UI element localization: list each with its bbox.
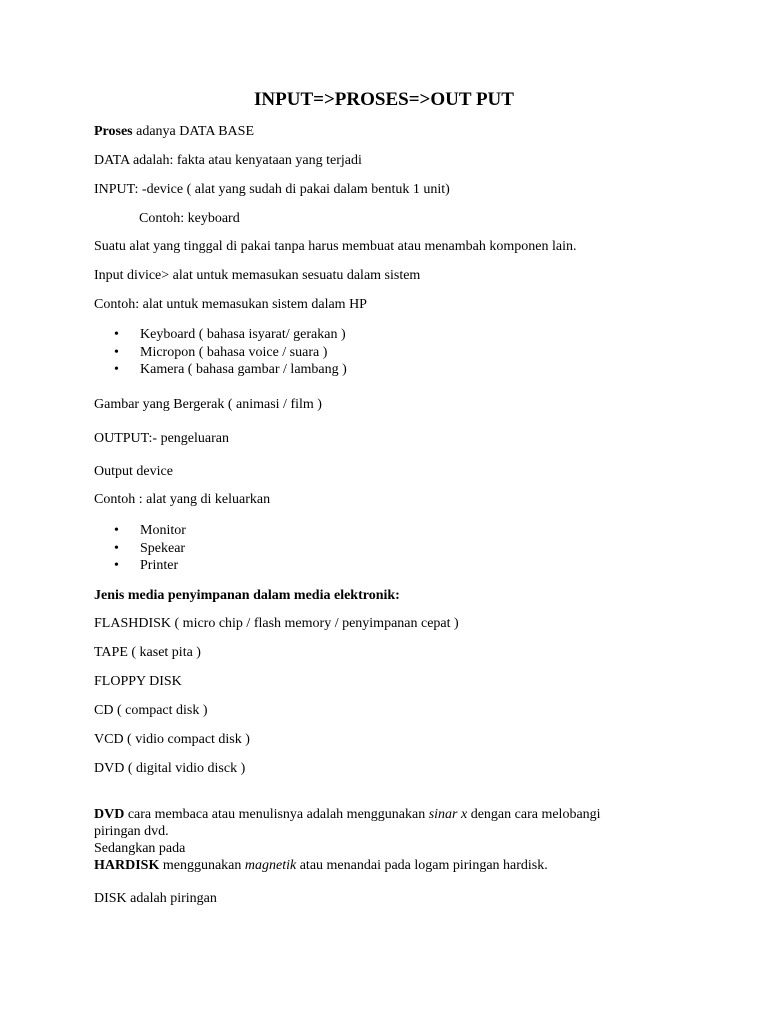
input-divice-line: Input divice> alat untuk memasukan sesuatu dalam sistem xyxy=(94,268,421,283)
contoh-keluar-line: Contoh : alat yang di keluarkan xyxy=(94,492,271,507)
hardisk-description xyxy=(94,857,548,874)
dvd-text-part: dengan cara melobangi xyxy=(467,807,601,822)
input-example: Contoh: keyboard xyxy=(139,211,240,226)
bullet-icon: • xyxy=(114,523,119,538)
vcd-line: VCD ( vidio compact disk ) xyxy=(94,732,250,747)
data-definition: DATA adalah: fakta atau kenyataan yang terjadi xyxy=(94,153,362,168)
input-definition: INPUT: -device ( alat yang sudah di pakai dalam bentuk 1 unit) xyxy=(94,182,450,197)
gambar-line: Gambar yang Bergerak ( animasi / film ) xyxy=(94,397,322,412)
cd-line: CD ( compact disk ) xyxy=(94,703,208,718)
hardisk-text-part: menggunakan xyxy=(159,858,245,873)
hardisk-text-part: atau menandai pada logam piringan hardisk. xyxy=(296,858,548,873)
dvd-label: DVD xyxy=(94,807,125,822)
hardisk-label: HARDISK xyxy=(94,858,160,873)
list-item xyxy=(114,326,346,343)
output-device-line: Output device xyxy=(94,464,173,479)
tape-line: TAPE ( kaset pita ) xyxy=(94,645,201,660)
document-title: INPUT=>PROSES=>OUT PUT xyxy=(254,89,514,110)
bullet-icon: • xyxy=(114,362,119,377)
proses-label: Proses xyxy=(94,124,133,139)
list-item-text: Spekear xyxy=(140,541,186,556)
disk-definition: DISK adalah piringan xyxy=(94,891,217,906)
list-item xyxy=(114,344,327,361)
floppy-line: FLOPPY DISK xyxy=(94,674,182,689)
sedangkan-line: Sedangkan pada xyxy=(94,841,186,856)
dvd-description xyxy=(94,806,601,823)
list-item xyxy=(114,522,186,539)
flashdisk-line: FLASHDISK ( micro chip / flash memory / penyimpanan cepat ) xyxy=(94,616,459,631)
proses-line xyxy=(94,123,254,140)
list-item-text: Keyboard ( bahasa isyarat/ gerakan ) xyxy=(140,327,346,342)
proses-text: adanya DATA BASE xyxy=(132,124,254,139)
output-definition: OUTPUT:- pengeluaran xyxy=(94,431,229,446)
piringan-line: piringan dvd. xyxy=(94,824,169,839)
dvd-text-part: cara membaca atau menulisnya adalah menggunakan xyxy=(124,807,429,822)
dvd-italic-term: sinar x xyxy=(428,807,468,822)
hardisk-italic-term: magnetik xyxy=(244,858,297,873)
bullet-icon: • xyxy=(114,558,119,573)
jenis-media-heading: Jenis media penyimpanan dalam media elektronik: xyxy=(94,588,400,603)
suatu-alat-line: Suatu alat yang tinggal di pakai tanpa harus membuat atau menambah komponen lain. xyxy=(94,239,577,254)
list-item xyxy=(114,540,185,557)
list-item-text: Printer xyxy=(140,558,179,573)
bullet-icon: • xyxy=(114,327,119,342)
bullet-icon: • xyxy=(114,345,119,360)
list-item-text: Monitor xyxy=(140,523,186,538)
list-item-text: Micropon ( bahasa voice / suara ) xyxy=(140,345,328,360)
list-item xyxy=(114,361,347,378)
dvd-line: DVD ( digital vidio disck ) xyxy=(94,761,246,776)
bullet-icon: • xyxy=(114,541,119,556)
list-item xyxy=(114,557,178,574)
list-item-text: Kamera ( bahasa gambar / lambang ) xyxy=(140,362,347,377)
contoh-hp-line: Contoh: alat untuk memasukan sistem dalam HP xyxy=(94,297,367,312)
